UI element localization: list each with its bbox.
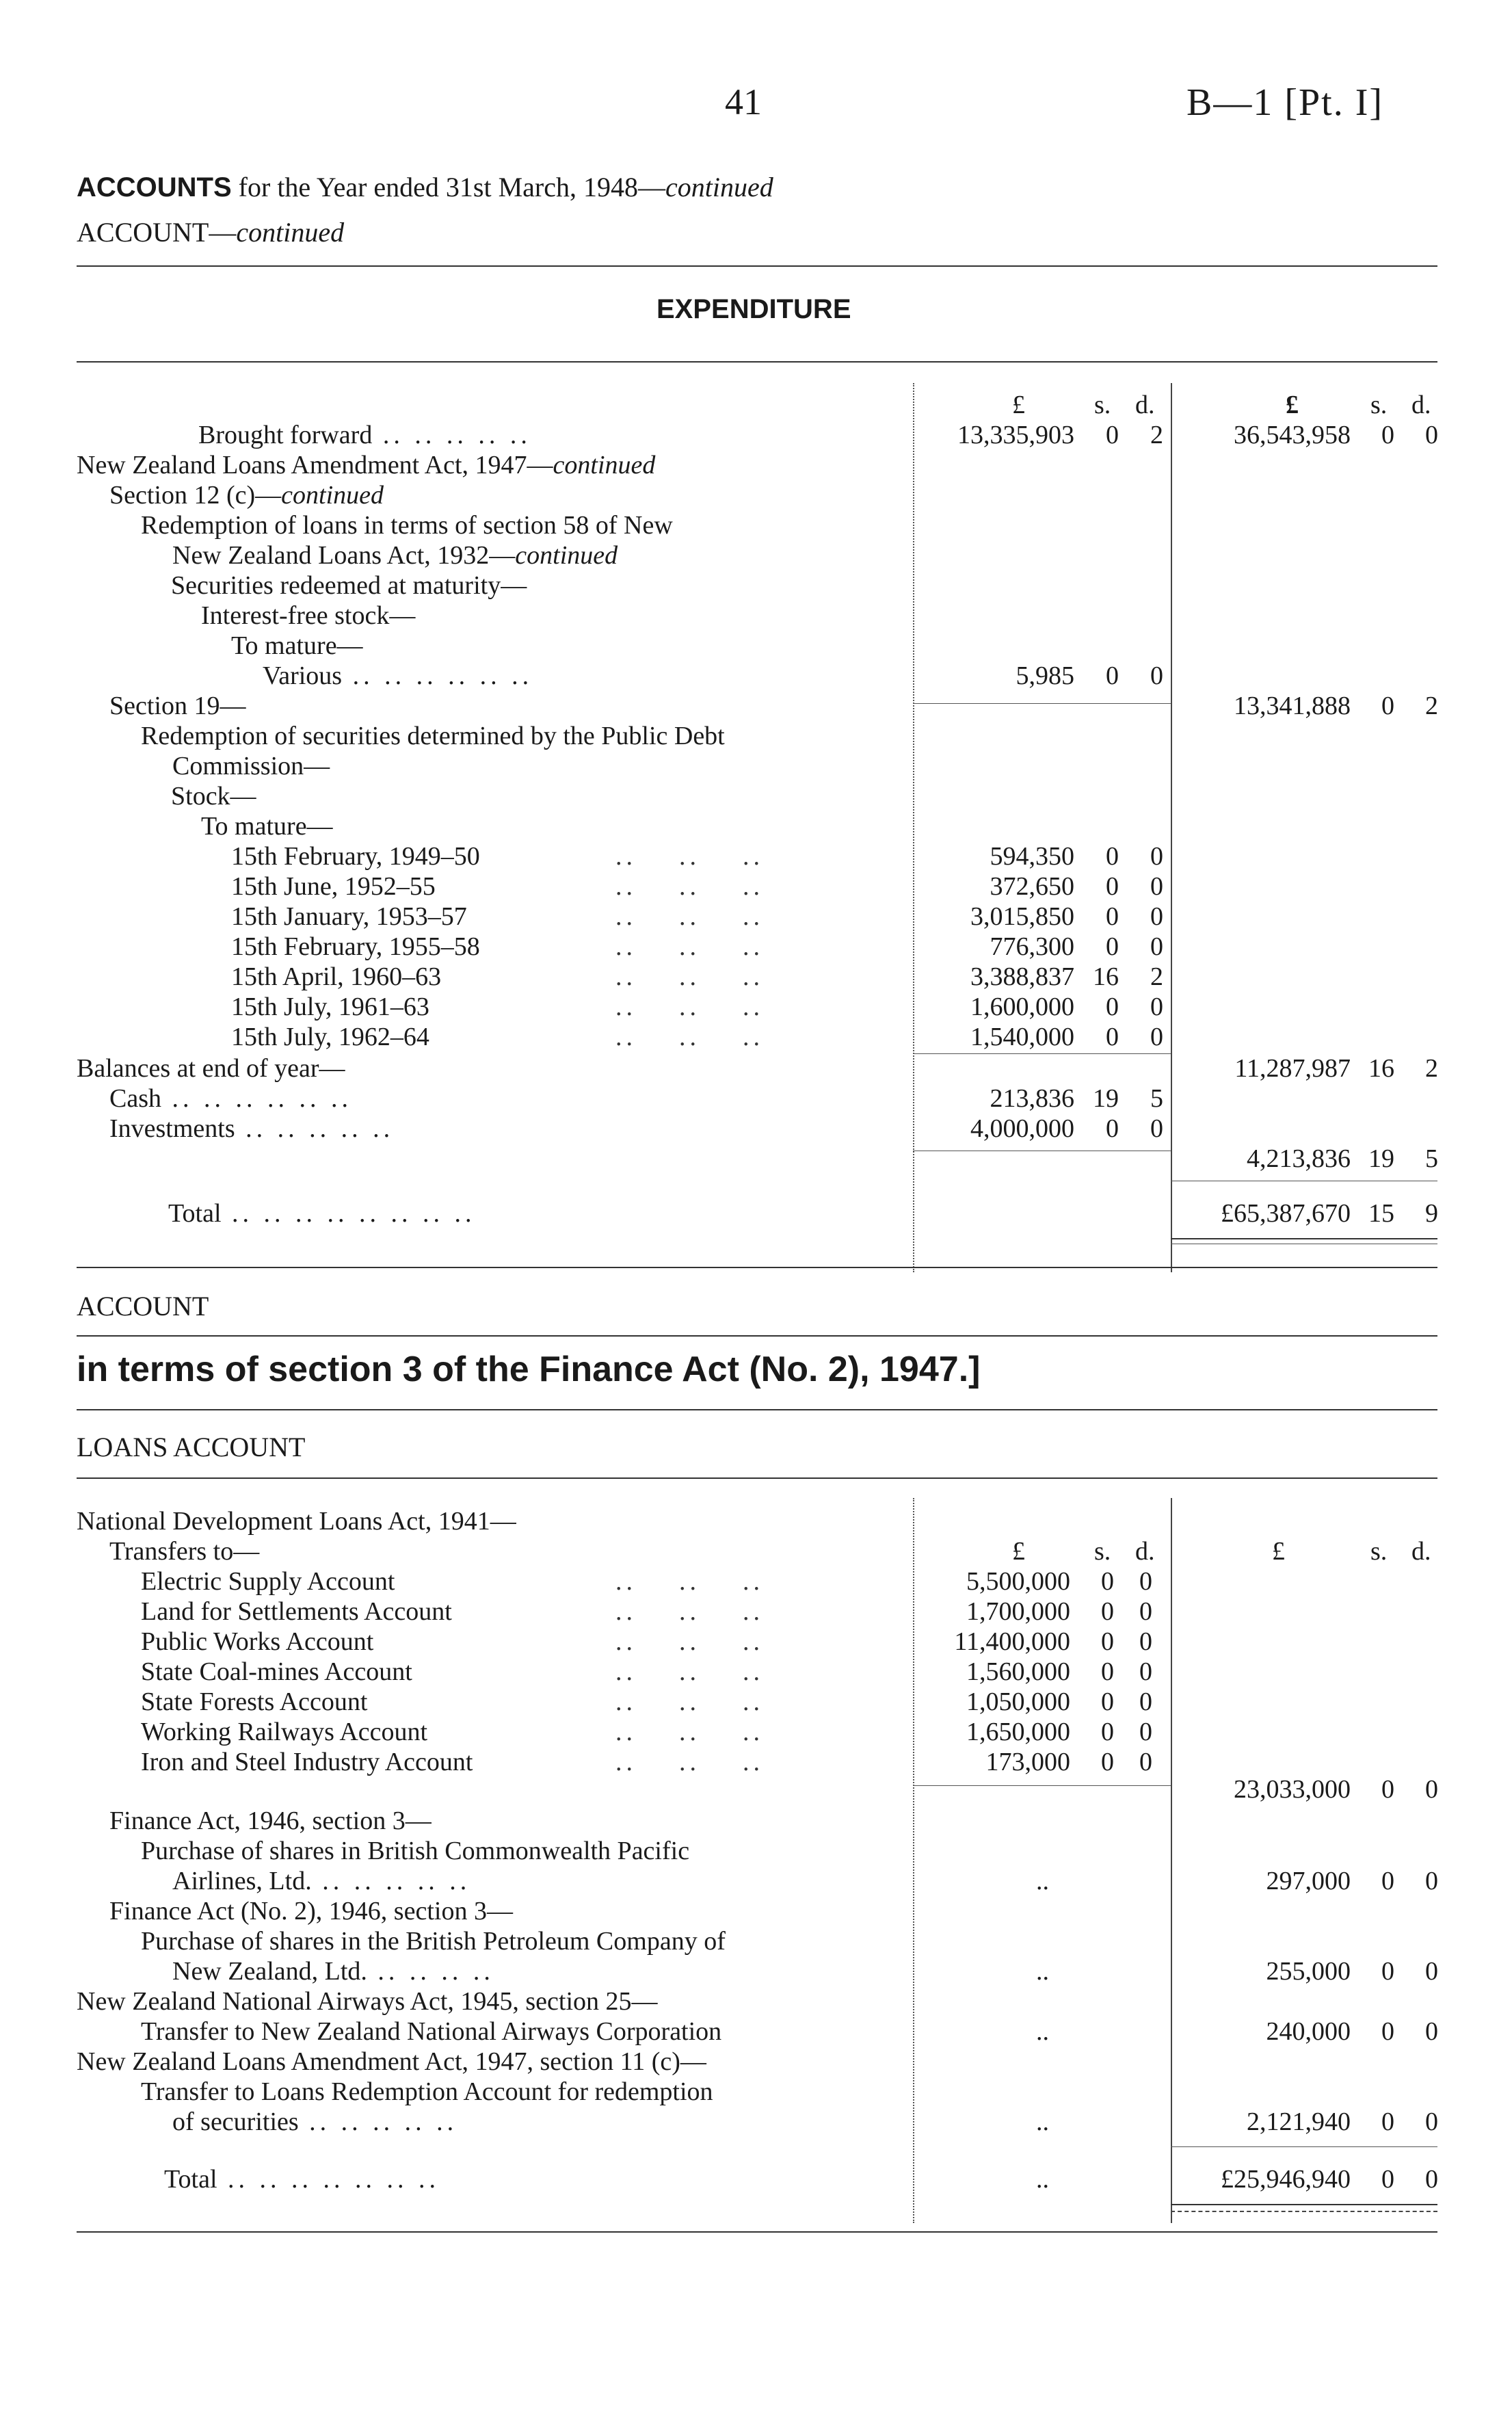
value-pounds: 23,033,000 [1234, 1775, 1351, 1804]
stock-row-pence: 0 [1150, 902, 1163, 931]
total-pence: 0 [1425, 2165, 1438, 2194]
transfer-row-pounds: 173,000 [985, 1748, 1070, 1776]
divider [77, 361, 1437, 363]
expenditure-title: EXPENDITURE [656, 294, 851, 324]
value-pounds: 36,543,958 [1234, 421, 1351, 449]
stock-row-pence: 0 [1150, 872, 1163, 901]
transfer-row-label: Iron and Steel Industry Account [141, 1748, 473, 1776]
stock-row-pounds: 776,300 [990, 932, 1074, 961]
transfer-row-label: Electric Supply Account [141, 1567, 395, 1596]
divider [77, 1409, 1437, 1410]
stock-row-shillings: 0 [1106, 993, 1119, 1021]
fa1946-line-2: Airlines, Ltd. .. .. .. .. .. [172, 1867, 471, 1895]
page-reference: B—1 [Pt. I] [1186, 81, 1383, 124]
subtotal-rule [913, 1053, 1171, 1054]
account-label-2: ACCOUNT [77, 1291, 209, 1322]
total-shillings: 0 [1381, 2165, 1394, 2194]
stock-row-label: 15th June, 1952–55 [231, 872, 436, 901]
stock-row-pence: 2 [1150, 962, 1163, 991]
value-pounds: 13,341,888 [1234, 692, 1351, 720]
transfer-row-pounds: 1,650,000 [966, 1718, 1070, 1746]
total-pounds: £65,387,670 [1221, 1199, 1351, 1228]
subtotal-rule [913, 703, 1171, 704]
stock-row-pence: 0 [1150, 842, 1163, 871]
col-header-pence: d. [1411, 1537, 1431, 1566]
stock-row-pence: 0 [1150, 932, 1163, 961]
value-pounds: 255,000 [1266, 1957, 1351, 1986]
transfer-row-shillings: 0 [1101, 1597, 1114, 1626]
to-mature-heading: To mature— [231, 631, 363, 660]
value-pounds: 2,121,940 [1247, 2107, 1351, 2136]
transfer-row-shillings: 0 [1101, 1657, 1114, 1686]
pdc-line-1: Redemption of securities determined by the Public Debt [141, 722, 725, 750]
leader-dots: .. .. .. .. .. .. .. .. .. .. .. .. .. .. .. .. .. .. .. .. .. [615, 1567, 764, 1776]
investments-label: Investments .. .. .. .. .. [109, 1114, 395, 1143]
section-12-continued: continued [281, 481, 384, 510]
fa1946-heading: Finance Act, 1946, section 3— [109, 1806, 432, 1835]
value-pence: 0 [1150, 1114, 1163, 1143]
investments-text: Investments [109, 1114, 235, 1143]
various-label: Various .. .. .. .. .. .. [263, 661, 533, 690]
loans-account-title: LOANS ACCOUNT [77, 1432, 306, 1462]
value-shillings: 19 [1093, 1084, 1119, 1113]
double-rule [1171, 1238, 1437, 1239]
transfer-row-pence: 0 [1139, 1687, 1152, 1716]
stock-row-pounds: 1,540,000 [970, 1023, 1074, 1051]
redemption-line-1: Redemption of loans in terms of section 58 of New [141, 511, 673, 540]
value-shillings: 0 [1381, 2017, 1394, 2046]
value-pence: 2 [1425, 1054, 1438, 1083]
value-shillings: 0 [1106, 421, 1119, 449]
subtotal-rule [913, 1785, 1171, 1786]
fa2-line-2-text: New Zealand, Ltd. [172, 1957, 367, 1986]
value-pounds: 5,985 [1016, 661, 1074, 690]
transfer-row-pence: 0 [1139, 1748, 1152, 1776]
transfer-row-label: State Forests Account [141, 1687, 368, 1716]
value-pounds: 213,836 [990, 1084, 1074, 1113]
total-label: Total .. .. .. .. .. .. .. .. [168, 1199, 476, 1228]
value-pence: 5 [1150, 1084, 1163, 1113]
nzna-heading: New Zealand National Airways Act, 1945, section 25— [77, 1987, 658, 2016]
ellipsis: .. [1036, 2165, 1049, 2194]
transfer-row-label: Public Works Account [141, 1627, 374, 1656]
stock-row-label: 15th July, 1962–64 [231, 1023, 429, 1051]
value-pounds: 240,000 [1266, 2017, 1351, 2046]
value-shillings: 16 [1368, 1054, 1394, 1083]
stock-row-pounds: 3,388,837 [970, 962, 1074, 991]
value-pounds: 4,000,000 [970, 1114, 1074, 1143]
nzna-line: Transfer to New Zealand National Airways Corporation [141, 2017, 722, 2046]
col-header-shillings: s. [1370, 391, 1388, 419]
transfer-row-shillings: 0 [1101, 1627, 1114, 1656]
act-heading [77, 450, 655, 480]
stock-row-shillings: 0 [1106, 902, 1119, 931]
account-continued: continued [236, 217, 345, 248]
brought-forward-label: Brought forward .. .. .. .. .. [198, 421, 531, 449]
cash-label: Cash .. .. .. .. .. .. [109, 1084, 352, 1113]
securities-heading: Securities redeemed at maturity— [171, 571, 527, 600]
fa2-line-1: Purchase of shares in the British Petroleum Company of [141, 1927, 726, 1956]
stock-row-pounds: 3,015,850 [970, 902, 1074, 931]
value-shillings: 0 [1381, 1775, 1394, 1804]
interest-free-heading: Interest-free stock— [201, 601, 416, 630]
value-pence: 5 [1425, 1144, 1438, 1173]
transfer-row-pounds: 1,700,000 [966, 1597, 1070, 1626]
value-pence: 0 [1150, 661, 1163, 690]
col-header-shillings: s. [1094, 1537, 1111, 1566]
column-rule [1171, 383, 1172, 1272]
column-rule [1171, 1498, 1172, 2223]
transfer-row-pounds: 11,400,000 [954, 1627, 1070, 1656]
divider [77, 2231, 1437, 2233]
col-header-pence: d. [1135, 391, 1155, 419]
account-label: ACCOUNT— [77, 217, 237, 248]
loans-total-text: Total [164, 2165, 217, 2194]
transfer-row-label: State Coal-mines Account [141, 1657, 412, 1686]
nzla-line-2: of securities .. .. .. .. .. [172, 2107, 458, 2136]
transfer-row-pounds: 5,500,000 [966, 1567, 1070, 1596]
value-pence: 2 [1425, 692, 1438, 720]
total-pence: 9 [1425, 1199, 1438, 1228]
value-pence: 0 [1425, 2107, 1438, 2136]
transfer-row-pence: 0 [1139, 1597, 1152, 1626]
value-pounds: 13,335,903 [957, 421, 1074, 449]
value-pounds: 11,287,987 [1234, 1054, 1351, 1083]
ellipsis: .. [1036, 1867, 1049, 1895]
stock-row-pounds: 1,600,000 [970, 993, 1074, 1021]
bracket-title: in terms of section 3 of the Finance Act (No. 2), 1947.] [77, 1350, 981, 1389]
accounts-continued: continued [665, 172, 773, 202]
stock-heading: Stock— [171, 782, 256, 811]
transfer-row-pounds: 1,560,000 [966, 1657, 1070, 1686]
various-text: Various [263, 661, 343, 690]
stock-row-shillings: 0 [1106, 872, 1119, 901]
stock-row-pence: 0 [1150, 993, 1163, 1021]
col-header-shillings: s. [1094, 391, 1111, 419]
value-pence: 0 [1425, 2017, 1438, 2046]
value-pounds: 297,000 [1266, 1867, 1351, 1895]
fa2-heading: Finance Act (No. 2), 1946, section 3— [109, 1897, 513, 1926]
act-continued: continued [553, 451, 656, 479]
total-pounds: £25,946,940 [1221, 2165, 1351, 2194]
accounts-rest: for the Year ended 31st March, 1948— [231, 172, 665, 202]
account-heading [77, 216, 344, 248]
transfer-row-pence: 0 [1139, 1627, 1152, 1656]
value-shillings: 0 [1106, 661, 1119, 690]
transfer-row-shillings: 0 [1101, 1567, 1114, 1596]
stock-row-label: 15th July, 1961–63 [231, 993, 429, 1021]
col-header-pounds: £ [1012, 391, 1025, 419]
pdc-line-2: Commission— [172, 752, 330, 780]
nzla-heading: New Zealand Loans Amendment Act, 1947, section 11 (c)— [77, 2047, 706, 2076]
balances-heading: Balances at end of year— [77, 1054, 345, 1083]
column-rule [913, 1498, 914, 2223]
ellipsis: .. [1036, 1957, 1049, 1986]
stock-row-pounds: 372,650 [990, 872, 1074, 901]
loans-total-label: Total .. .. .. .. .. .. .. [164, 2165, 440, 2194]
nd-act-heading: National Development Loans Act, 1941— [77, 1507, 516, 1536]
transfer-row-pence: 0 [1139, 1718, 1152, 1746]
transfer-row-pounds: 1,050,000 [966, 1687, 1070, 1716]
accounts-heading [77, 171, 773, 203]
transfer-row-shillings: 0 [1101, 1687, 1114, 1716]
value-shillings: 19 [1368, 1144, 1394, 1173]
value-pounds: 4,213,836 [1247, 1144, 1351, 1173]
total-shillings: 15 [1368, 1199, 1394, 1228]
value-shillings: 0 [1381, 1867, 1394, 1895]
section-12: Section 12 (c)— [109, 481, 282, 510]
value-pence: 2 [1150, 421, 1163, 449]
double-rule [1171, 2211, 1437, 2212]
value-pence: 0 [1425, 421, 1438, 449]
redemption-continued: continued [515, 541, 618, 570]
stock-row-shillings: 0 [1106, 932, 1119, 961]
brought-forward-text: Brought forward [198, 421, 373, 449]
col-header-pounds: £ [1012, 1537, 1025, 1566]
transfer-row-label: Working Railways Account [141, 1718, 428, 1746]
col-header-shillings: s. [1370, 1537, 1388, 1566]
ellipsis: .. [1036, 2017, 1049, 2046]
fa1946-line-1: Purchase of shares in British Commonwealth Pacific [141, 1837, 690, 1865]
divider [77, 1477, 1437, 1479]
total-text: Total [168, 1199, 222, 1228]
stock-row-shillings: 16 [1093, 962, 1119, 991]
section-19-heading: Section 19— [109, 692, 246, 720]
stock-row-shillings: 0 [1106, 842, 1119, 871]
stock-row-pounds: 594,350 [990, 842, 1074, 871]
col-header-pence: d. [1411, 391, 1431, 419]
transfer-row-pence: 0 [1139, 1567, 1152, 1596]
transfer-row-pence: 0 [1139, 1657, 1152, 1686]
redemption-line-2 [172, 540, 618, 570]
transfer-row-shillings: 0 [1101, 1718, 1114, 1746]
value-pence: 0 [1425, 1867, 1438, 1895]
cash-text: Cash [109, 1084, 161, 1113]
col-header-pounds: £ [1272, 1537, 1285, 1566]
stock-row-pence: 0 [1150, 1023, 1163, 1051]
stock-row-label: 15th February, 1949–50 [231, 842, 480, 871]
value-shillings: 0 [1106, 1114, 1119, 1143]
value-shillings: 0 [1381, 421, 1394, 449]
stock-row-label: 15th April, 1960–63 [231, 962, 442, 991]
stock-row-label: 15th January, 1953–57 [231, 902, 467, 931]
col-header-pounds: £ [1286, 391, 1299, 419]
divider [77, 1267, 1437, 1268]
transfer-row-shillings: 0 [1101, 1748, 1114, 1776]
value-pence: 0 [1425, 1957, 1438, 1986]
total-rule [1171, 2146, 1437, 2147]
value-shillings: 0 [1381, 692, 1394, 720]
accounts-label: ACCOUNTS [77, 172, 232, 202]
fa2-line-2: New Zealand, Ltd. .. .. .. .. [172, 1957, 494, 1986]
value-shillings: 0 [1381, 1957, 1394, 1986]
col-header-pence: d. [1135, 1537, 1155, 1566]
stock-row-label: 15th February, 1955–58 [231, 932, 480, 961]
to-mature-heading-2: To mature— [201, 812, 333, 841]
ellipsis: .. [1036, 2107, 1049, 2136]
divider [77, 265, 1437, 267]
redemption-line-2-text: New Zealand Loans Act, 1932— [172, 541, 516, 570]
divider [77, 1335, 1437, 1337]
value-shillings: 0 [1381, 2107, 1394, 2136]
act-line: New Zealand Loans Amendment Act, 1947— [77, 451, 553, 479]
double-rule [1171, 2204, 1437, 2205]
value-pence: 0 [1425, 1775, 1438, 1804]
nzla-line-2-text: of securities [172, 2107, 299, 2136]
nzla-line-1: Transfer to Loans Redemption Account for redemption [141, 2077, 713, 2106]
section-12-heading [109, 480, 384, 510]
column-rule [913, 383, 914, 1272]
stock-row-shillings: 0 [1106, 1023, 1119, 1051]
fa1946-line-2-text: Airlines, Ltd. [172, 1867, 312, 1895]
transfer-row-label: Land for Settlements Account [141, 1597, 452, 1626]
leader-dots: .. .. .. .. .. .. .. .. .. .. .. .. .. .. .. .. .. .. .. .. .. [615, 842, 764, 1051]
transfers-heading: Transfers to— [109, 1537, 260, 1566]
page-number: 41 [725, 81, 762, 122]
